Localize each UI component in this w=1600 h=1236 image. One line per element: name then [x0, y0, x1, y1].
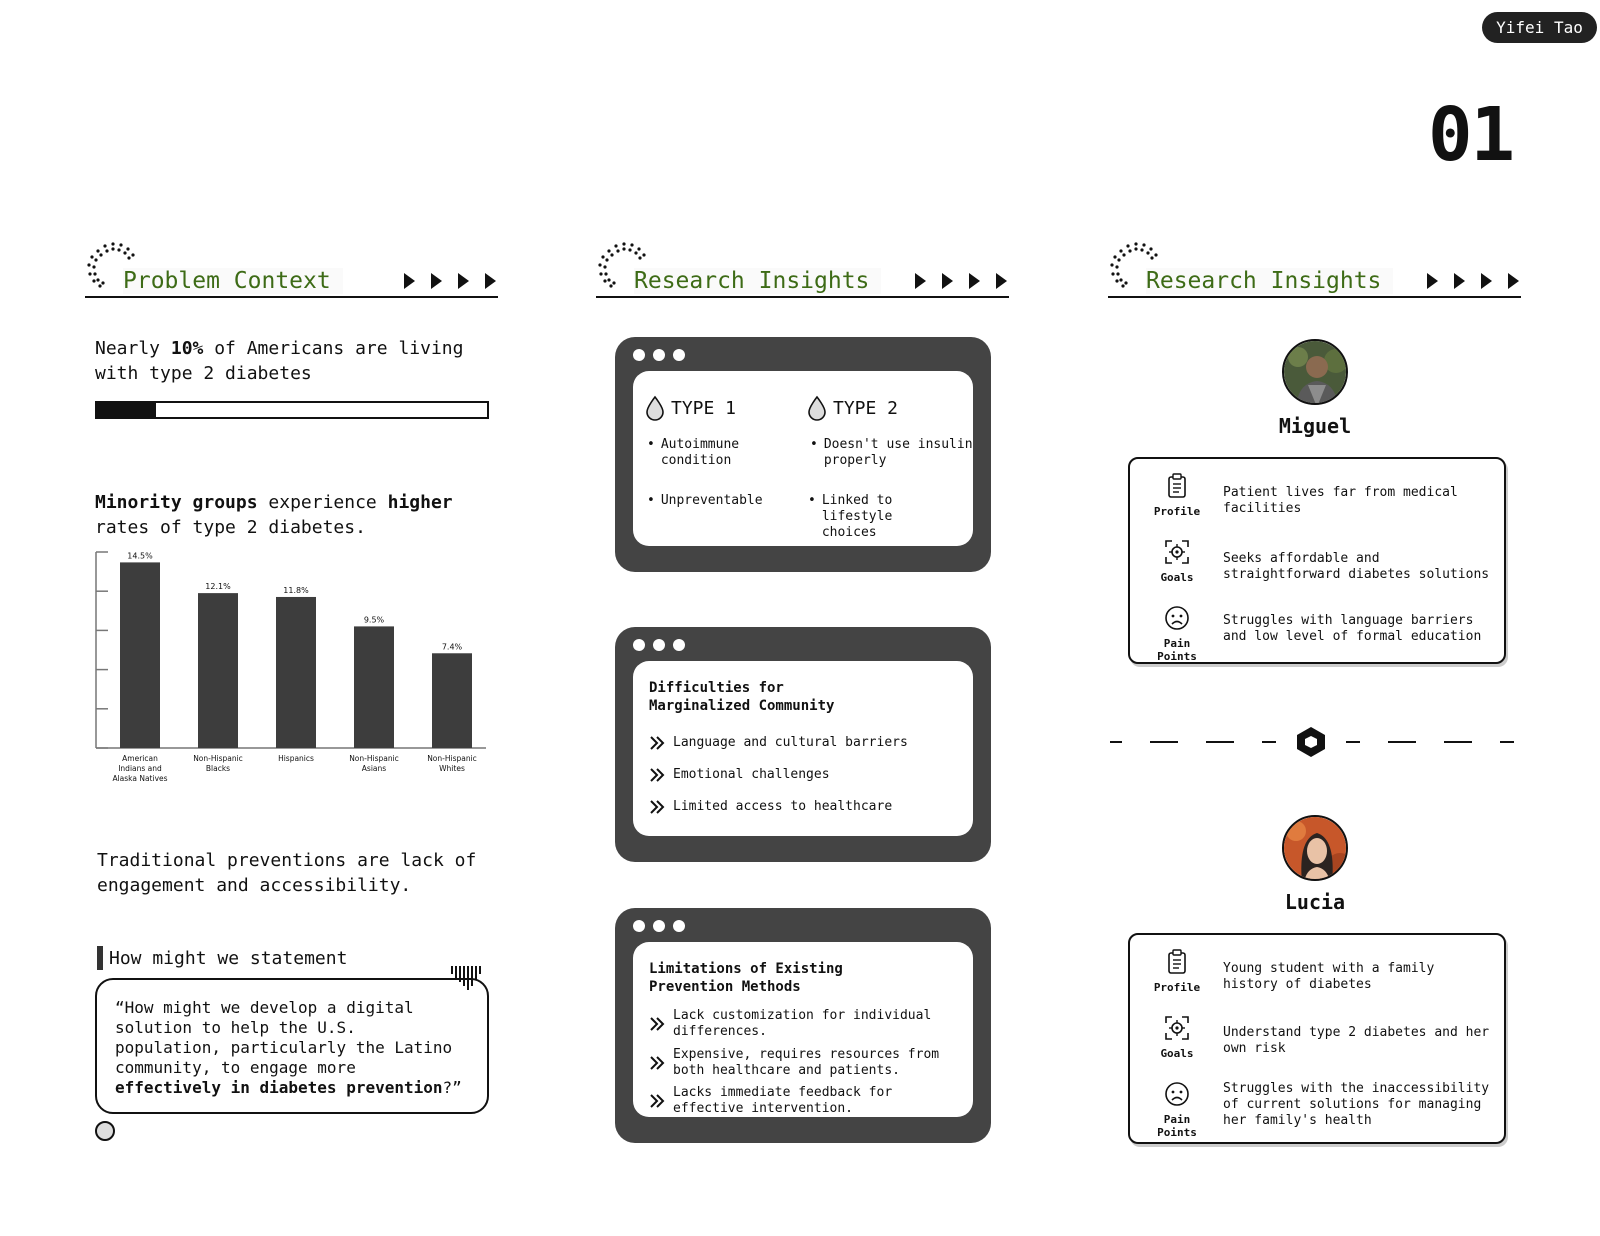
category-label: Alaska Natives	[112, 774, 168, 783]
hmw-heading	[97, 946, 347, 970]
author-badge: Yifei Tao	[1482, 12, 1597, 43]
double-chevron-icon	[649, 1008, 665, 1040]
stripes-decoration	[450, 964, 484, 994]
window-dots	[633, 639, 685, 651]
difficulties-card	[615, 627, 991, 862]
lucia-persona-card	[1128, 933, 1506, 1144]
page-number: 01	[1428, 92, 1514, 178]
hmw-statement-box: “How might we develop a digital solution to help the U.S. population, particularly the Latino community, to engage more effectively in diabetes prevention?”	[95, 978, 489, 1114]
category-label: Indians and	[118, 764, 162, 773]
miguel-persona-card	[1128, 457, 1506, 664]
type-comparison-card	[615, 337, 991, 572]
stat-progress-bar	[95, 401, 489, 419]
section-title: Research Insights	[634, 268, 881, 294]
goals-text: Seeks affordable and straightforward diabetes solutions	[1223, 551, 1490, 582]
type1-label: TYPE 1	[671, 397, 737, 419]
drop-icon	[645, 395, 665, 421]
bar-value-label: 12.1%	[205, 582, 231, 592]
chart-bar	[354, 626, 394, 748]
goals-field: Goals	[1146, 1015, 1208, 1060]
chart-bar	[120, 562, 160, 748]
section-header-personas	[1108, 232, 1521, 298]
list-item: Lacks immediate feedback for effective intervention.	[649, 1085, 959, 1117]
arrows-icon	[404, 272, 498, 290]
target-icon	[1164, 539, 1190, 565]
double-chevron-icon	[649, 799, 665, 815]
arrows-icon	[1427, 272, 1521, 290]
list-item: Emotional challenges	[649, 767, 959, 783]
card-title: Difficulties for Marginalized Community	[649, 680, 835, 714]
chart-bar	[276, 597, 316, 748]
lucia-avatar	[1282, 815, 1348, 881]
bullet-item: • Doesn't use insulin properly	[810, 437, 973, 468]
arrows-icon	[915, 272, 1009, 290]
bar-value-label: 9.5%	[363, 615, 385, 625]
clipboard-icon	[1165, 473, 1189, 499]
double-chevron-icon	[649, 1047, 665, 1079]
profile-field: Profile	[1146, 473, 1208, 518]
type1-column	[645, 395, 805, 421]
section-header-insights	[596, 232, 1009, 298]
sad-face-icon	[1164, 605, 1190, 631]
list-item: Language and cultural barriers	[649, 735, 959, 751]
traditional-statement: Traditional preventions are lack of engagement and accessibility.	[97, 850, 477, 896]
category-label: Hispanics	[278, 754, 314, 763]
goals-text: Understand type 2 diabetes and her own risk	[1223, 1025, 1490, 1056]
type2-label: TYPE 2	[833, 397, 899, 419]
lucia-name: Lucia	[1284, 890, 1346, 914]
category-label: Non-Hispanic	[427, 754, 477, 763]
double-chevron-icon	[649, 1085, 665, 1117]
type2-column	[807, 395, 967, 421]
profile-text: Patient lives far from medical facilities	[1223, 485, 1458, 516]
clipboard-icon	[1165, 949, 1189, 975]
bullet-item: • Unpreventable	[647, 493, 763, 508]
sad-face-icon	[1164, 1081, 1190, 1107]
pain-text: Struggles with language barriers and low level of formal education	[1223, 613, 1482, 644]
progress-fill	[97, 403, 156, 417]
category-label: American	[122, 754, 158, 763]
pain-text: Struggles with the inaccessibility of current solutions for managing her family's health	[1223, 1081, 1490, 1128]
bar-value-label: 14.5%	[127, 551, 153, 561]
card-title: Limitations of Existing Prevention Methods	[649, 961, 843, 995]
profile-field: Profile	[1146, 949, 1208, 994]
pain-points-field: Pain Points	[1146, 605, 1208, 663]
section-title: Problem Context	[123, 268, 343, 294]
section-title: Research Insights	[1146, 268, 1393, 294]
list-item: Lack customization for individual differences.	[649, 1008, 959, 1040]
section-header-problem	[85, 232, 498, 298]
stat-statement: Nearly 10% of Americans are living with type 2 diabetes	[95, 338, 464, 384]
heading-bar	[97, 946, 103, 970]
divider-line	[1110, 726, 1523, 766]
person-photo-icon	[1284, 341, 1348, 405]
window-dots	[633, 920, 685, 932]
category-label: Non-Hispanic	[349, 754, 399, 763]
miguel-avatar	[1282, 339, 1348, 405]
profile-text: Young student with a family history of diabetes	[1223, 961, 1435, 992]
bar-value-label: 7.4%	[441, 642, 463, 652]
diabetes-rate-chart	[90, 548, 500, 788]
category-label: Asians	[361, 764, 387, 773]
double-chevron-icon	[649, 767, 665, 783]
miguel-name: Miguel	[1278, 414, 1352, 438]
person-photo-icon	[1284, 817, 1348, 881]
target-icon	[1164, 1015, 1190, 1041]
chart-bar	[198, 593, 238, 748]
double-chevron-icon	[649, 735, 665, 751]
limitations-card	[615, 908, 991, 1143]
circle-decoration	[95, 1121, 115, 1141]
category-label: Non-Hispanic	[193, 754, 243, 763]
list-item: Expensive, requires resources from both healthcare and patients.	[649, 1047, 959, 1079]
bullet-item: • Linked to lifestyle choices	[808, 493, 893, 540]
bar-value-label: 11.8%	[283, 585, 309, 595]
drop-icon	[807, 395, 827, 421]
chart-bar	[432, 653, 472, 748]
list-item: Limited access to healthcare	[649, 799, 959, 815]
hmw-heading-label: How might we statement	[109, 947, 348, 969]
category-label: Blacks	[205, 764, 231, 773]
category-label: Whites	[439, 764, 465, 773]
goals-field: Goals	[1146, 539, 1208, 584]
window-dots	[633, 349, 685, 361]
pain-points-field: Pain Points	[1146, 1081, 1208, 1139]
bullet-item: • Autoimmune condition	[647, 437, 740, 468]
minority-statement: Minority groups experience higher rates of type 2 diabetes.	[95, 492, 453, 538]
